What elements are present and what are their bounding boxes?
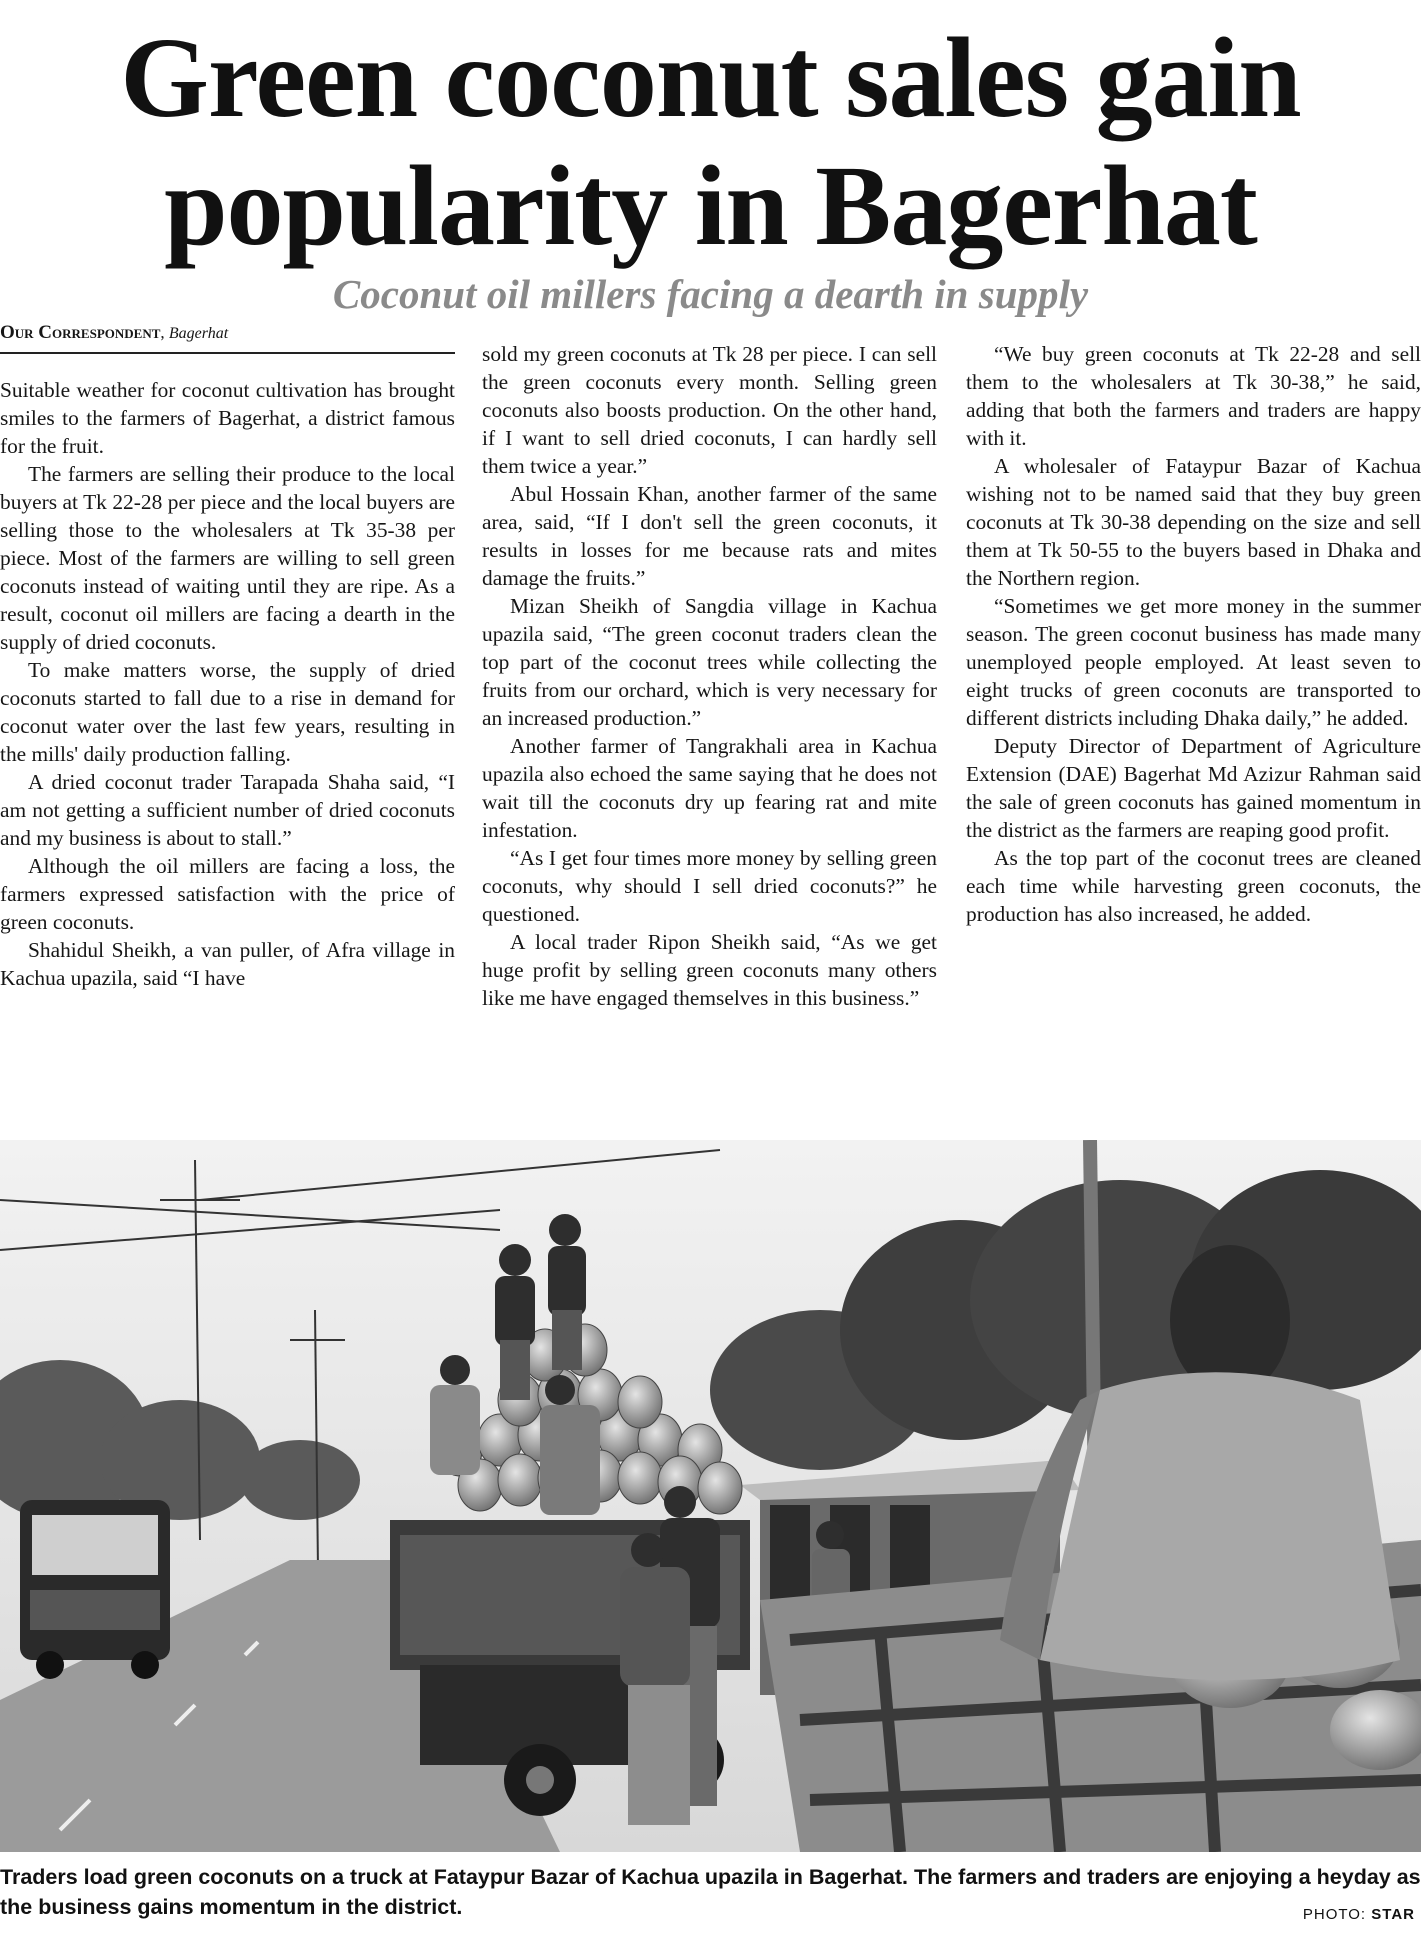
paragraph: A wholesaler of Fataypur Bazar of Kachua wishing not to be named said that they buy green coconuts at Tk 30-38 depending on the size and sell them at Tk 50-55 to the buyers based in Dhaka and the Northern region. xyxy=(966,454,1421,590)
photo-illustration xyxy=(0,1140,1421,1852)
paragraph: Although the oil millers are facing a loss, the farmers expressed satisfaction with the price of green coconuts. xyxy=(0,854,455,934)
article-column-2 xyxy=(482,340,937,1130)
photo-caption: Traders load green coconuts on a truck at Fataypur Bazar of Kachua upazila in Bagerhat. The farmers and traders are enjoying a heyday as the business gains momentum in the district. xyxy=(0,1865,1421,1919)
paragraph: “We buy green coconuts at Tk 22-28 and sell them to the wholesalers at Tk 30-38,” he said, adding that both the farmers and traders are happy with it. xyxy=(966,342,1421,450)
paragraph: To make matters worse, the supply of dried coconuts started to fall due to a rise in demand for coconut water over the last few years, resulting in the mills' daily production falling. xyxy=(0,658,455,766)
subheadline: Coconut oil millers facing a dearth in supply xyxy=(332,271,1089,317)
paragraph: “Sometimes we get more money in the summer season. The green coconut business has made many unemployed people employed. At least seven to eight trucks of green coconuts are transported to different districts including Dhaka daily,” he added. xyxy=(966,594,1421,730)
paragraph: Mizan Sheikh of Sangdia village in Kachua upazila said, “The green coconut traders clean the top part of the coconut trees while collecting the fruits from our orchard, which is very necessary for an increased production.” xyxy=(482,594,937,730)
byline xyxy=(0,322,455,354)
article-body xyxy=(0,322,1421,1112)
article-column-3 xyxy=(966,340,1421,1130)
paragraph: A local trader Ripon Sheikh said, “As we get huge profit by selling green coconuts many others like me have engaged themselves in this business.” xyxy=(482,930,937,1010)
photo-credit-label: PHOTO: xyxy=(1302,1906,1372,1923)
paragraph: Deputy Director of Department of Agriculture Extension (DAE) Bagerhat Md Azizur Rahman said the sale of green coconuts has gained momentum in the district as the farmers are reaping good profit. xyxy=(966,734,1421,842)
autorickshaw xyxy=(20,1500,170,1679)
paragraph: Suitable weather for coconut cultivation has brought smiles to the farmers of Bagerhat, a district famous for the fruit. xyxy=(0,378,455,458)
paragraph: Abul Hossain Khan, another farmer of the same area, said, “If I don't sell the green coconuts, it results in losses for me because rats and mites damage the fruits.” xyxy=(482,482,937,590)
byline-author: Our Correspondent xyxy=(0,322,161,343)
paragraph: Another farmer of Tangrakhali area in Kachua upazila also echoed the same saying that he does not wait till the coconuts dry up fearing rat and mite infestation. xyxy=(482,734,937,842)
paragraph: As the top part of the coconut trees are cleaned each time while harvesting green coconuts, the production has also increased, he added. xyxy=(966,846,1421,926)
headline xyxy=(0,14,1421,270)
paragraph: Shahidul Sheikh, a van puller, of Afra village in Kachua upazila, said “I have xyxy=(0,938,455,990)
photo-credit xyxy=(1303,1906,1415,1923)
headline-line-2: popularity in Bagerhat xyxy=(164,142,1257,269)
headline-line-1: Green coconut sales gain xyxy=(120,14,1301,141)
article-column-1 xyxy=(0,322,455,1112)
paragraph: The farmers are selling their produce to the local buyers at Tk 22-28 per piece and the local buyers are selling those to the wholesalers at Tk 35-38 per piece. Most of the farmers are willing to sell green coconuts instead of waiting until they are ripe. As a result, coconut oil millers are facing a dearth in the supply of dried coconuts. xyxy=(0,462,455,654)
photo-credit-source: STAR xyxy=(1371,1906,1415,1923)
byline-separator: , xyxy=(160,323,169,342)
paragraph: sold my green coconuts at Tk 28 per piece. I can sell the green coconuts every month. Selling green coconuts also boosts production. On the other hand, if I want to sell dried coconuts, I can hardly sell them twice a year.” xyxy=(482,342,937,478)
news-photo xyxy=(0,1140,1421,1852)
byline-location: Bagerhat xyxy=(168,325,229,342)
paragraph: A dried coconut trader Tarapada Shaha said, “I am not getting a sufficient number of dried coconuts and my business is about to stall.” xyxy=(0,770,455,850)
paragraph: “As I get four times more money by selling green coconuts, why should I sell dried coconuts?” he questioned. xyxy=(482,846,937,926)
